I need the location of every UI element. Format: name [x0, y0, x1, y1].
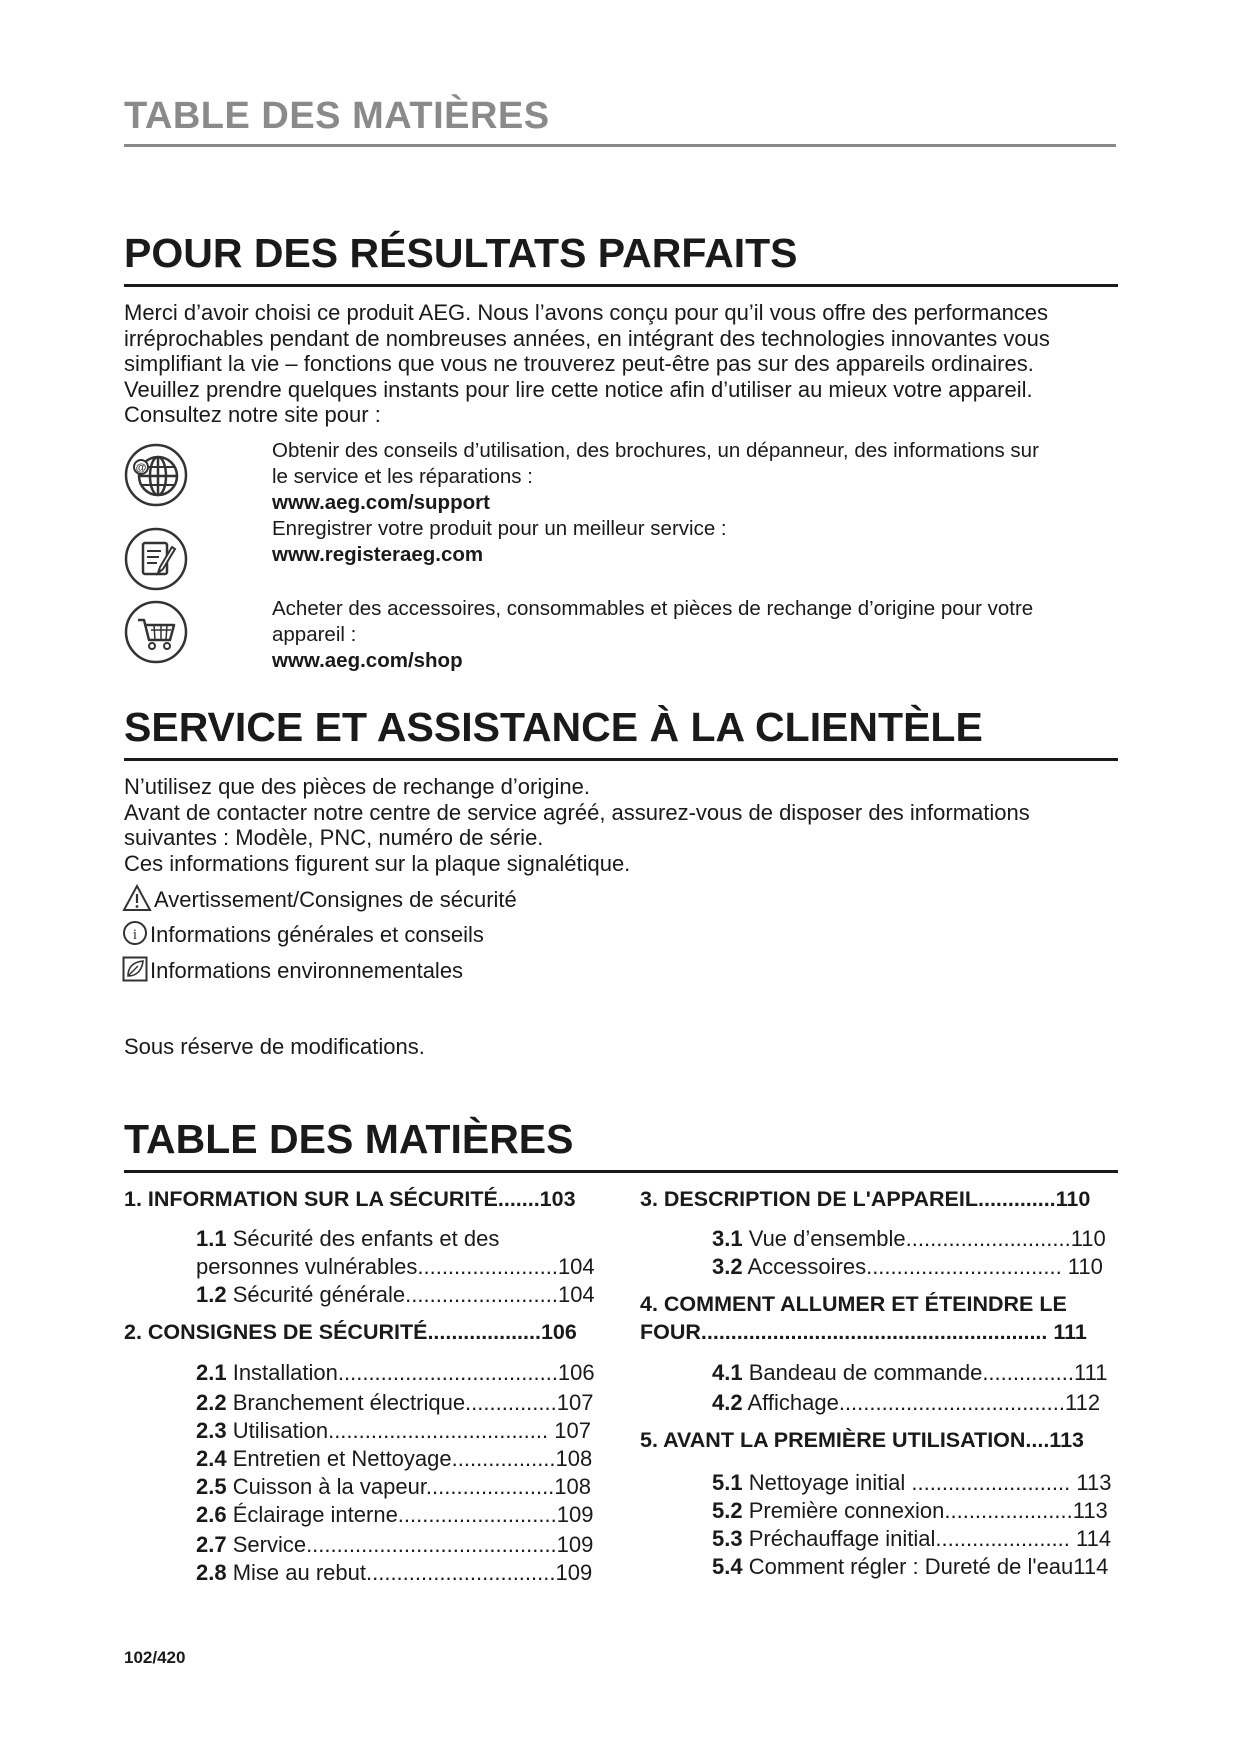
toc-item-2-2[interactable]: 2.2 Branchement électrique...............107	[196, 1390, 594, 1415]
toc-item-5-1[interactable]: 5.1 Nettoyage initial .......................... 113	[712, 1470, 1112, 1495]
toc-chapter-4-cont[interactable]: FOUR.......................................................... 111	[640, 1320, 1087, 1344]
shopping-cart-icon	[124, 600, 188, 664]
toc-item-4-2[interactable]: 4.2 Affichage.....................................112	[712, 1390, 1101, 1415]
legend-info: i Informations générales et conseils	[122, 920, 484, 952]
toc-item-1-2[interactable]: 1.2 Sécurité générale.........................104	[196, 1282, 595, 1307]
support-link[interactable]: www.aeg.com/support	[272, 491, 490, 514]
register-link[interactable]: www.registeraeg.com	[272, 543, 484, 566]
toc-item-2-5[interactable]: 2.5 Cuisson à la vapeur.....................108	[196, 1474, 592, 1499]
support-block: Obtenir des conseils d’utilisation, des brochures, un dépanneur, des informations sur le service et les réparations : www.aeg.com/support Enregistrer votre produit pour un meilleur service : www.registeraeg.com	[272, 438, 1132, 568]
service-paragraph: N’utilisez que des pièces de rechange d’origine. Avant de contacter notre centre de service agréé, assurez-vous de disposer des informations suivantes : Modèle, PNC, numéro de série. Ces informations figurent sur la plaque signalétique.	[124, 774, 1030, 876]
warning-icon	[122, 884, 154, 918]
toc-item-4-1[interactable]: 4.1 Bandeau de commande...............111	[712, 1360, 1108, 1385]
section-heading-service: SERVICE ET ASSISTANCE À LA CLIENTÈLE	[124, 704, 1118, 761]
page-top-title: TABLE DES MATIÈRES	[124, 94, 1116, 147]
svg-text:@: @	[135, 462, 147, 474]
modification-notice: Sous réserve de modifications.	[124, 1034, 425, 1059]
toc-chapter-3[interactable]: 3. DESCRIPTION DE L'APPAREIL.............110	[640, 1187, 1091, 1211]
toc-chapter-1[interactable]: 1. INFORMATION SUR LA SÉCURITÉ.......103	[124, 1187, 576, 1211]
leaf-icon	[122, 956, 150, 988]
toc-item-5-2[interactable]: 5.2 Première connexion.....................113	[712, 1498, 1108, 1523]
shop-link[interactable]: www.aeg.com/shop	[272, 649, 463, 672]
toc-item-2-8[interactable]: 2.8 Mise au rebut...............................109	[196, 1560, 593, 1585]
globe-icon	[124, 443, 188, 507]
toc-item-1-1-cont[interactable]: personnes vulnérables.......................104	[196, 1254, 595, 1279]
toc-chapter-2[interactable]: 2. CONSIGNES DE SÉCURITÉ...................106	[124, 1320, 577, 1344]
legend-warning: Avertissement/Consignes de sécurité	[122, 884, 517, 918]
toc-item-3-2[interactable]: 3.2 Accessoires................................ 110	[712, 1254, 1103, 1279]
register-document-icon	[124, 527, 188, 591]
toc-item-2-4[interactable]: 2.4 Entretien et Nettoyage.................108	[196, 1446, 593, 1471]
shop-block: Acheter des accessoires, consommables et pièces de rechange d’origine pour votre appareil : www.aeg.com/shop	[272, 596, 1132, 674]
toc-item-5-3[interactable]: 5.3 Préchauffage initial...................... 114	[712, 1526, 1112, 1551]
toc-item-2-1[interactable]: 2.1 Installation....................................106	[196, 1360, 595, 1385]
toc-item-2-6[interactable]: 2.6 Éclairage interne..........................109	[196, 1502, 594, 1527]
toc-item-2-3[interactable]: 2.3 Utilisation.................................... 107	[196, 1418, 591, 1443]
toc-item-3-1[interactable]: 3.1 Vue d’ensemble...........................110	[712, 1226, 1106, 1251]
toc-item-2-7[interactable]: 2.7 Service.........................................109	[196, 1532, 594, 1557]
section-heading-results: POUR DES RÉSULTATS PARFAITS	[124, 230, 1118, 287]
intro-paragraph: Merci d’avoir choisi ce produit AEG. Nous l’avons conçu pour qu’il vous offre des performances irréprochables pendant de nombreuses années, en intégrant des technologies innovantes vous simplifiant la vie – fonctions que vous ne trouverez peut-être pas sur des appareils ordinaires. Veuillez prendre quelques instants pour lire cette notice afin d’utiliser au mieux votre appareil. Consultez notre site pour :	[124, 300, 1050, 427]
toc-item-5-4[interactable]: 5.4 Comment régler : Dureté de l'eau114	[712, 1554, 1109, 1579]
toc-chapter-4[interactable]: 4. COMMENT ALLUMER ET ÉTEINDRE LE	[640, 1292, 1067, 1316]
toc-item-1-1[interactable]: 1.1 Sécurité des enfants et des	[196, 1226, 500, 1251]
toc-chapter-5[interactable]: 5. AVANT LA PREMIÈRE UTILISATION....113	[640, 1428, 1084, 1452]
toc-heading: TABLE DES MATIÈRES	[124, 1116, 1118, 1173]
svg-text:i: i	[132, 927, 138, 943]
info-icon	[122, 920, 150, 952]
legend-environment: Informations environnementales	[122, 956, 463, 988]
page-number: 102/420	[124, 1648, 186, 1667]
